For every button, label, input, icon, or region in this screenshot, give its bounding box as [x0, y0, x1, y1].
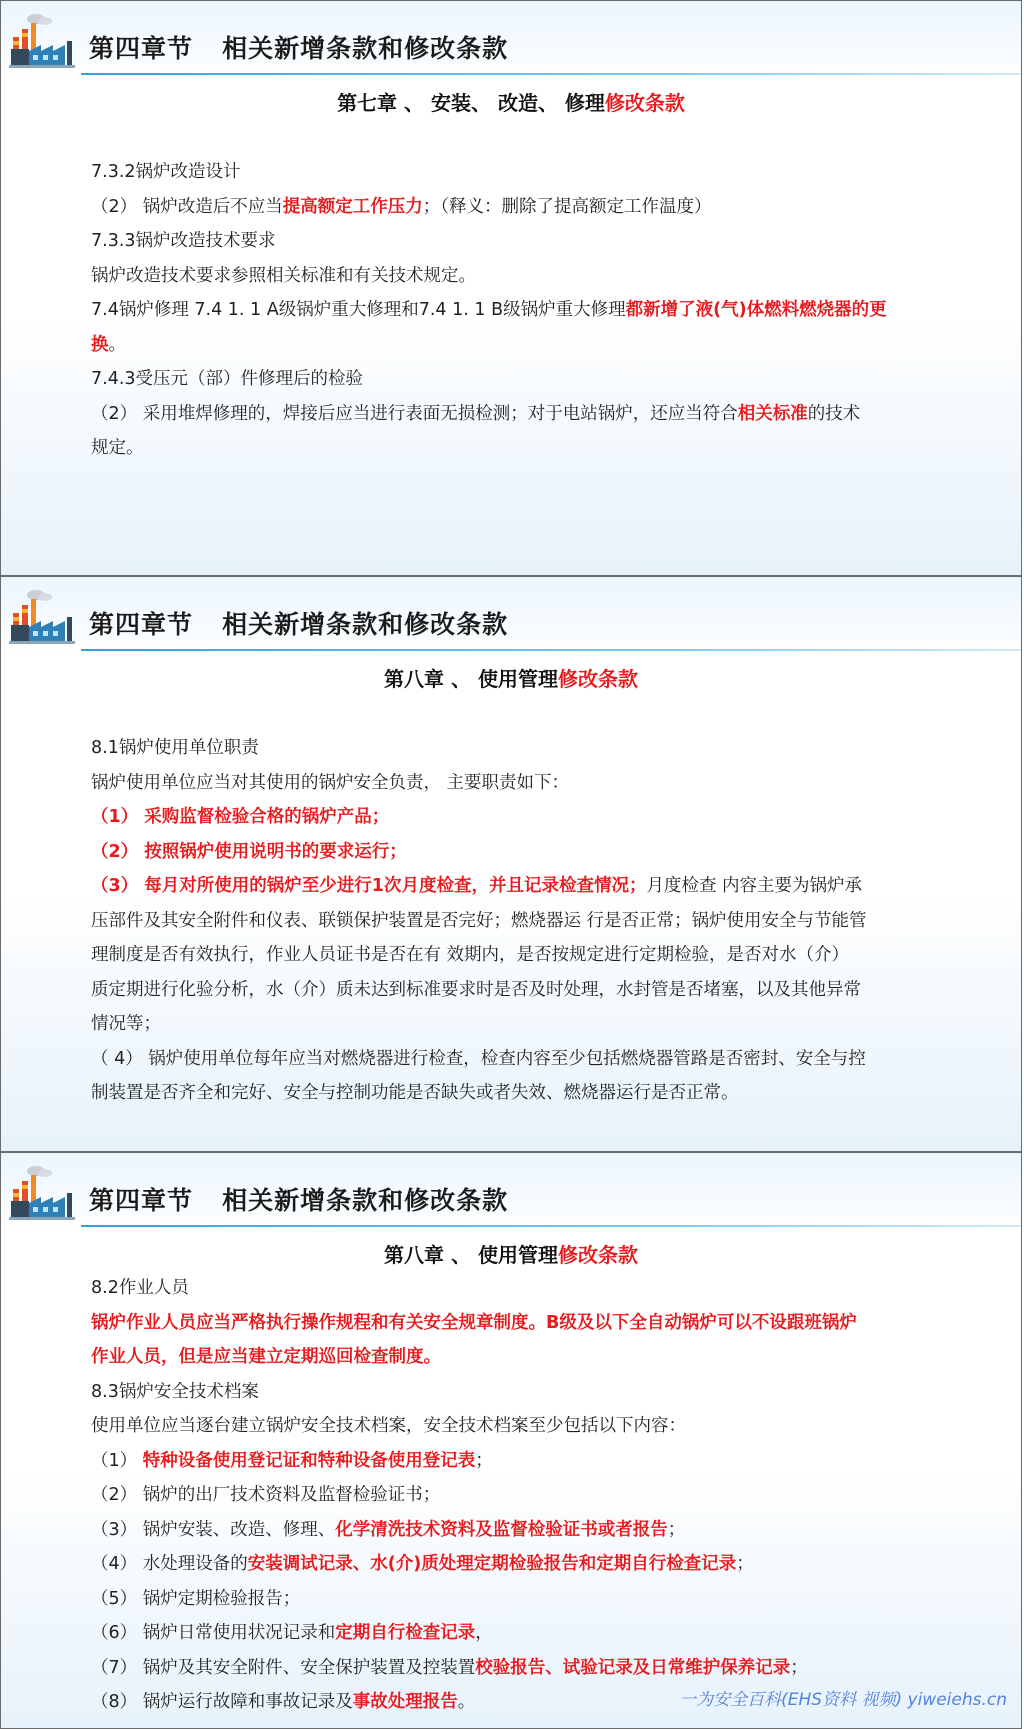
body-text: （3） 锅炉安装、改造、修理、	[91, 1519, 336, 1540]
highlighted-text: （1） 采购监督检验合格的锅炉产品；	[91, 807, 390, 827]
highlighted-text: 校验报告、试验记录及日常维护保养记录	[475, 1657, 791, 1678]
chapter-heading	[1, 1239, 1021, 1268]
body-text: （2） 锅炉改造后不应当	[91, 196, 283, 217]
body-line	[91, 766, 951, 801]
body-line	[91, 1616, 951, 1651]
title-divider	[81, 73, 1021, 75]
highlighted-text: 化学清洗技术资料及监督检验证书或者报告	[335, 1519, 668, 1540]
body-line	[91, 224, 951, 259]
body-text: 质定期进行化验分析，水（介）质未达到标准要求时是否及时处理，水封管是否堵塞，以及其他异常	[91, 979, 861, 1000]
body-text: 压部件及其安全附件和仪表、联锁保护装置是否完好；燃烧器运 行是否正常；锅炉使用安全与节能管	[91, 910, 867, 931]
body-line	[91, 904, 951, 939]
body-text: 7.3.2锅炉改造设计	[91, 162, 241, 182]
body-line	[91, 328, 951, 363]
body-line	[91, 1076, 951, 1111]
body-text: ；（释义：删除了提高额定工作温度）	[422, 196, 712, 217]
highlighted-text: 定期自行检查记录	[335, 1623, 476, 1643]
body-line	[91, 938, 951, 973]
factory-icon	[9, 1163, 75, 1223]
body-text: （4） 水处理设备的	[91, 1554, 248, 1574]
body-line	[91, 1042, 951, 1077]
body-line	[91, 1582, 951, 1617]
body-text: 锅炉改造技术要求参照相关标准和有关技术规定。	[91, 265, 476, 286]
slide-3	[0, 1152, 1022, 1729]
body-text: （2） 采用堆焊修理的，焊接后应当进行表面无损检测；对于电站锅炉，还应当符合	[91, 403, 738, 424]
body-text: ，	[475, 1623, 493, 1643]
body-text: 月度检查 内容主要为锅炉承	[646, 876, 863, 896]
body-line	[91, 293, 951, 328]
body-text: 规定。	[91, 438, 144, 458]
slide-body	[91, 731, 951, 1111]
body-line	[91, 1478, 951, 1513]
body-line	[91, 362, 951, 397]
watermark-text: 一为安全百科(EHS资料 视频) yiweiehs.cn	[679, 1690, 1007, 1710]
body-line	[91, 1375, 951, 1410]
body-line	[91, 431, 951, 466]
body-line	[91, 1271, 951, 1306]
body-line	[91, 259, 951, 294]
slide-header	[1, 1, 1021, 73]
slide-title: 第四章节 相关新增条款和修改条款	[89, 1186, 509, 1215]
body-text: （2） 锅炉的出厂技术资料及监督检验证书；	[91, 1485, 441, 1505]
body-line	[91, 1007, 951, 1042]
slide-body	[91, 155, 951, 466]
body-text: （5） 锅炉定期检验报告；	[91, 1588, 301, 1609]
body-text: ；	[736, 1554, 754, 1574]
chapter-heading-red: 修改条款	[557, 1243, 638, 1267]
body-line	[91, 1444, 951, 1479]
body-text: ；	[475, 1450, 493, 1471]
body-text: 。	[108, 334, 126, 355]
body-text: （1）	[91, 1450, 143, 1471]
body-line	[91, 1651, 951, 1686]
chapter-heading-red: 修改条款	[604, 91, 685, 115]
highlighted-text: 作业人员，但是应当建立定期巡回检查制度。	[91, 1347, 441, 1367]
body-line	[91, 155, 951, 190]
highlighted-text: 相关标准	[737, 403, 808, 424]
body-text: 8.1锅炉使用单位职责	[91, 738, 259, 758]
slide-2	[0, 576, 1022, 1152]
title-divider	[81, 649, 1021, 651]
highlighted-text: 安装调试记录、水(介)质处理定期检验报告和定期自行检查记录	[247, 1554, 737, 1574]
slide-title: 第四章节 相关新增条款和修改条款	[89, 34, 509, 63]
body-line	[91, 1547, 951, 1582]
highlighted-text: （3） 每月对所使用的锅炉至少进行1次月度检查，并且记录检查情况；	[91, 876, 647, 896]
body-text: ；	[667, 1519, 686, 1540]
factory-icon	[9, 587, 75, 647]
body-line	[91, 1340, 951, 1375]
body-text: 。	[457, 1692, 476, 1712]
highlighted-text: 提高额定工作压力	[282, 196, 423, 217]
chapter-heading-main: 第八章 、 使用管理	[384, 1243, 558, 1267]
slide-title: 第四章节 相关新增条款和修改条款	[89, 610, 509, 639]
chapter-heading	[1, 87, 1021, 116]
body-text: 锅炉使用单位应当对其使用的锅炉安全负责， 主要职责如下：	[91, 772, 570, 793]
body-text: （8） 锅炉运行故障和事故记录及	[91, 1692, 353, 1712]
body-text: 使用单位应当逐台建立锅炉安全技术档案，安全技术档案至少包括以下内容：	[91, 1416, 686, 1436]
body-text: 的技术	[807, 403, 861, 424]
highlighted-text: 换	[91, 334, 109, 355]
chapter-heading-red: 修改条款	[557, 667, 638, 691]
body-text: 制装置是否齐全和完好、安全与控制功能是否缺失或者失效、燃烧器运行是否正常。	[91, 1083, 739, 1103]
highlighted-text: 事故处理报告	[352, 1692, 458, 1712]
body-text: ；	[790, 1657, 808, 1678]
body-line	[91, 1513, 951, 1548]
chapter-heading	[1, 663, 1021, 692]
chapter-heading-main: 第七章 、 安装、 改造、 修理	[337, 91, 605, 115]
title-divider	[81, 1225, 1021, 1227]
body-text: 8.2作业人员	[91, 1278, 189, 1298]
body-text: 7.3.3锅炉改造技术要求	[91, 231, 276, 251]
body-line	[91, 190, 951, 225]
body-text: （6） 锅炉日常使用状况记录和	[91, 1623, 336, 1643]
slide-header	[1, 577, 1021, 649]
body-text: （7） 锅炉及其安全附件、安全保护装置及控装置	[91, 1657, 476, 1678]
highlighted-text: （2） 按照锅炉使用说明书的要求运行；	[91, 841, 407, 862]
body-text: 7.4.3受压元（部）件修理后的检验	[91, 369, 364, 389]
body-line	[91, 1306, 951, 1341]
highlighted-text: 锅炉作业人员应当严格执行操作规程和有关安全规章制度。B级及以下全自动锅炉可以不设跟班锅炉	[91, 1312, 857, 1333]
body-text: 7.4锅炉修理 7.4 1. 1 A级锅炉重大修理和7.4 1. 1 B级锅炉重大修理	[91, 300, 626, 320]
body-line	[91, 397, 951, 432]
body-text: 情况等；	[91, 1014, 161, 1034]
highlighted-text: 特种设备使用登记证和特种设备使用登记表	[142, 1450, 476, 1471]
highlighted-text: 都新增了液(气)体燃料燃烧器的更	[625, 300, 887, 320]
body-text: 理制度是否有效执行，作业人员证书是否在有 效期内，是否按规定进行定期检验，是否对水（介）	[91, 945, 850, 965]
body-line	[91, 835, 951, 870]
body-line	[91, 869, 951, 904]
body-line	[91, 1409, 951, 1444]
body-line	[91, 973, 951, 1008]
body-line	[91, 731, 951, 766]
body-text: （ 4） 锅炉使用单位每年应当对燃烧器进行检查，检查内容至少包括燃烧器管路是否密封、安全与控	[91, 1048, 866, 1069]
chapter-heading-main: 第八章 、 使用管理	[384, 667, 558, 691]
body-line	[91, 800, 951, 835]
factory-icon	[9, 11, 75, 71]
slide-header	[1, 1153, 1021, 1225]
body-text: 8.3锅炉安全技术档案	[91, 1381, 259, 1402]
slide-body	[91, 1271, 951, 1720]
slide-1	[0, 0, 1022, 576]
